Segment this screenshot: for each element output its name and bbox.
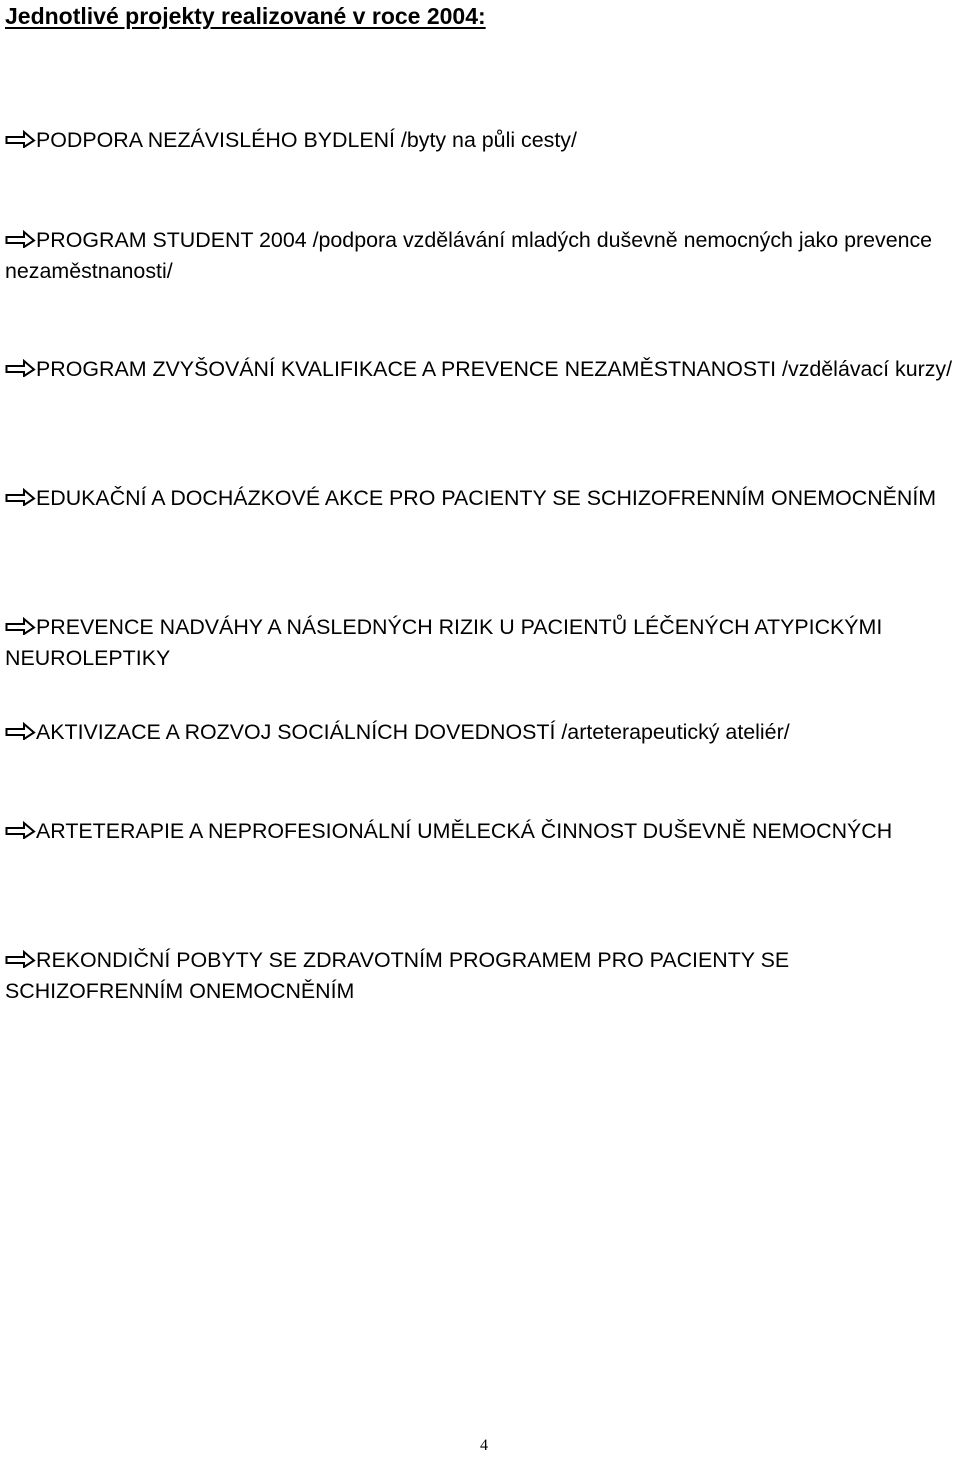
list-item-text: PREVENCE NADVÁHY A NÁSLEDNÝCH RIZIK U PACIENTŮ LÉČENÝCH ATYPICKÝMI NEUROLEPTIKY bbox=[5, 615, 883, 670]
list-item-text: PROGRAM STUDENT 2004 /podpora vzdělávání mladých duševně nemocných jako prevence nezaměstnanosti/ bbox=[5, 228, 933, 283]
list-item-text: REKONDIČNÍ POBYTY SE ZDRAVOTNÍM PROGRAMEM PRO PACIENTY SE SCHIZOFRENNÍM ONEMOCNĚNÍM bbox=[5, 948, 790, 1003]
list-item-text: AKTIVIZACE A ROZVOJ SOCIÁLNÍCH DOVEDNOSTÍ /arteterapeutický ateliér/ bbox=[36, 720, 790, 744]
list-item bbox=[5, 354, 960, 385]
list-item bbox=[5, 225, 960, 287]
list-item-text: PROGRAM ZVYŠOVÁNÍ KVALIFIKACE A PREVENCE NEZAMĚSTNANOSTI /vzdělávací kurzy/ bbox=[36, 357, 953, 381]
list-item bbox=[5, 945, 960, 1007]
list-item-text: EDUKAČNÍ A DOCHÁZKOVÉ AKCE PRO PACIENTY SE SCHIZOFRENNÍM ONEMOCNĚNÍM bbox=[36, 486, 937, 510]
hollow-right-arrow-icon bbox=[5, 130, 36, 148]
hollow-right-arrow-icon bbox=[5, 230, 36, 248]
list-item bbox=[5, 717, 960, 748]
hollow-right-arrow-icon bbox=[5, 617, 36, 635]
list-item bbox=[5, 483, 960, 514]
hollow-right-arrow-icon bbox=[5, 722, 36, 740]
list-item bbox=[5, 125, 960, 156]
hollow-right-arrow-icon bbox=[5, 488, 36, 506]
page-heading: Jednotlivé projekty realizované v roce 2004: bbox=[5, 3, 486, 29]
list-item-text: PODPORA NEZÁVISLÉHO BYDLENÍ /byty na půli cesty/ bbox=[36, 128, 577, 152]
hollow-right-arrow-icon bbox=[5, 359, 36, 377]
page-number: 4 bbox=[480, 1437, 488, 1454]
hollow-right-arrow-icon bbox=[5, 821, 36, 839]
list-item bbox=[5, 612, 960, 674]
hollow-right-arrow-icon bbox=[5, 950, 36, 968]
list-item-text: ARTETERAPIE A NEPROFESIONÁLNÍ UMĚLECKÁ ČINNOST DUŠEVNĚ NEMOCNÝCH bbox=[36, 819, 893, 843]
list-item bbox=[5, 816, 960, 847]
